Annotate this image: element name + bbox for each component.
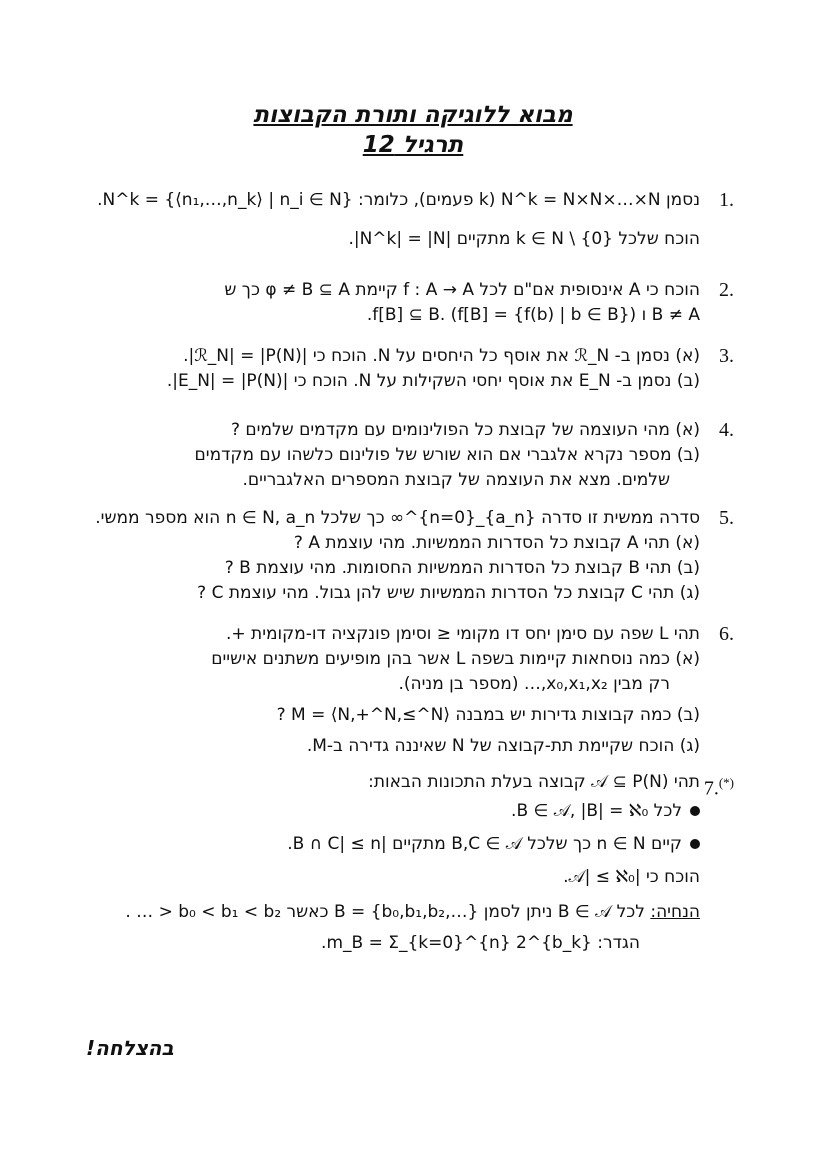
question-part: (א) תהי A קבוצת כל הסדרות הממשיות. מהי עוצמת A ?: [293, 533, 700, 553]
starred-marker: (*): [718, 775, 734, 790]
property-item: [140, 799, 700, 824]
question-number: 2.: [719, 279, 734, 301]
question-number: 6.: [719, 623, 734, 645]
question-number: 4.: [719, 419, 734, 441]
question-number: 3.: [719, 345, 734, 367]
question-part: (ב) כמה קבוצות גדירות יש במבנה M = ⟨N,+^N,≤^N⟩ ?: [276, 705, 700, 725]
hint-text: לכל B ∈ 𝒜 ניתן לסמן B = {b₀,b₁,b₂,…} כאשר b₀ < b₁ < b₂ < … .: [125, 902, 645, 922]
question-part: (א) נסמן ב- ℛ_N את אוסף כל היחסים על N. הוכח כי |ℛ_N| = |P(N)|.: [183, 346, 700, 366]
course-title: מבוא ללוגיקה ותורת הקבוצות: [253, 102, 573, 128]
question-number-value: 7.: [703, 777, 719, 800]
question-number: 5.: [719, 507, 734, 529]
question-line: הוכח כי A אינסופית אם"ם לכל f : A → A קיימת φ ≠ B ⊆ A כך ש: [224, 280, 700, 300]
property-text: קיים n ∈ N כך שלכל B,C ∈ 𝒜 מתקיים |B ∩ C| ≤ n.: [287, 834, 682, 854]
hint-definition: הגדר: m_B = Σ_{k=0}^{n} 2^{b_k}.: [321, 933, 640, 953]
question-line: הוכח כי |𝒜| ≤ ℵ₀.: [563, 867, 700, 887]
question-line: הוכח שלכל k ∈ N \ {0} מתקיים |N^k| = |N|.: [348, 229, 700, 249]
question-line: תהי L שפה עם סימן יחס דו מקומי ≤ וסימן פונקציה דו-מקומית +.: [225, 624, 700, 644]
question-3: [140, 344, 734, 394]
question-1: [97, 188, 734, 252]
question-number: 1.: [719, 189, 734, 211]
question-part: (ג) תהי C קבוצת כל הסדרות הממשיות שיש להן גבול. מהי עוצמת C ?: [197, 583, 700, 603]
question-line: B ≠ A ו f[B] ⊆ B. (f[B] = {f(b) | b ∈ B}).: [366, 305, 700, 325]
question-6: [140, 622, 734, 759]
question-part: (א) כמה נוסחאות קיימות בשפה L אשר בהן מופיעים משתנים אישיים: [211, 649, 700, 669]
question-5: [95, 506, 734, 606]
question-line: סדרה ממשית זו סדרה {a_n}_{n=0}^∞ כך שלכל n ∈ N, a_n הוא מספר ממשי.: [95, 508, 700, 528]
question-line: תהי 𝒜 ⊆ P(N) קבוצה בעלת התכונות הבאות:: [368, 772, 700, 792]
page-header: [0, 100, 826, 160]
question-part: רק מבין x₀,x₁,x₂,… (מספר בן מניה).: [398, 674, 670, 694]
hint-line: [125, 900, 700, 925]
question-2: [140, 278, 734, 328]
hint-label: הנחיה:: [650, 902, 700, 922]
question-part: (ב) תהי B קבוצת כל הסדרות הממשיות החסומות. מהי עוצמת B ?: [224, 558, 700, 578]
question-part: (ג) הוכח שקיימת תת-קבוצה של N שאיננה גדירה ב-M.: [306, 736, 700, 756]
question-part: (א) מהי העוצמה של קבוצת כל הפולינומים עם מקדמים שלמים ?: [230, 420, 700, 440]
question-part: (ב) מספר נקרא אלגברי אם הוא שורש של פולינום כלשהו עם מקדמים: [194, 445, 700, 465]
question-4: [140, 418, 734, 493]
question-number: [704, 770, 734, 802]
bullet-icon: [690, 839, 700, 849]
question-line: נסמן N^k = N×N×…×N (k פעמים), כלומר: N^k = {⟨n₁,…,n_k⟩ | n_i ∈ N}.: [97, 190, 700, 210]
question-part: (ב) נסמן ב- E_N את אוסף יחסי השקילות על N. הוכח כי |E_N| = |P(N)|.: [166, 371, 700, 391]
exercise-title: תרגיל 12: [362, 132, 464, 158]
property-item: [140, 832, 700, 857]
property-text: לכל B ∈ 𝒜, |B| = ℵ₀.: [511, 801, 682, 821]
question-7: [125, 770, 734, 956]
bullet-icon: [690, 806, 700, 816]
closing-message: בהצלחה!: [86, 1036, 174, 1060]
question-part: שלמים. מצא את העוצמה של קבוצת המספרים האלגבריים.: [242, 470, 670, 490]
